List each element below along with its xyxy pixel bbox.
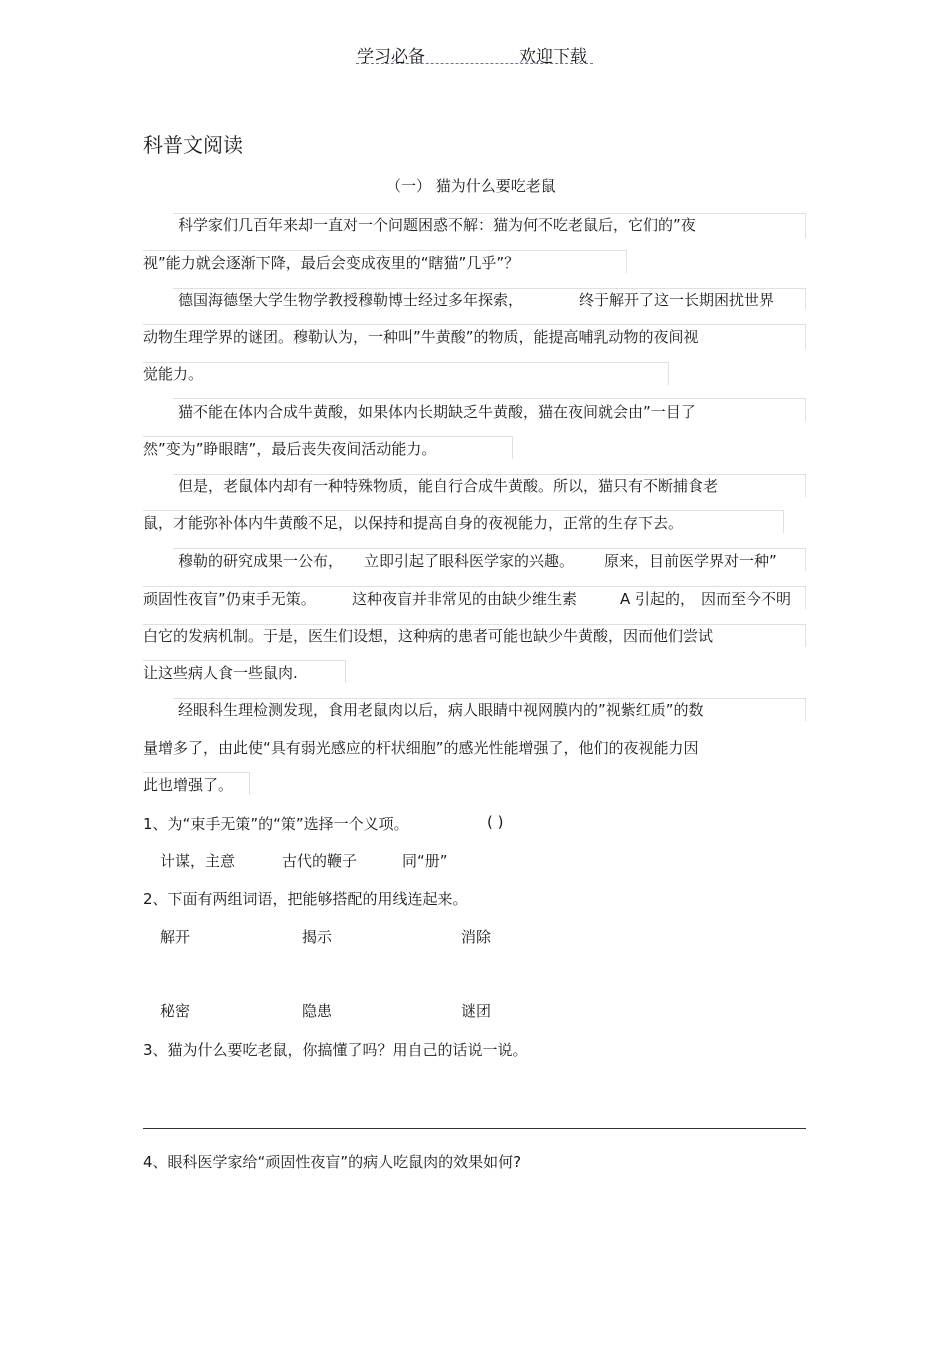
- article-line: 动物生理学界的谜团。穆勒认为，一种叫”牛黄酸”的物质，能提高哺乳动物的夜间视: [143, 328, 699, 346]
- header-left: 学习必备: [357, 47, 425, 67]
- match-word-top: 消除: [461, 928, 492, 946]
- match-word-top: 揭示: [302, 928, 333, 946]
- article-line: A 引起的，: [620, 590, 696, 608]
- question-3: 3、猫为什么要吃老鼠，你搞懂了吗？用自己的话说一说。: [143, 1041, 528, 1059]
- article-line: 觉能力。: [143, 365, 204, 383]
- article-line: 这种夜盲并非常见的由缺少维生素: [352, 590, 578, 608]
- match-word-bottom: 隐患: [302, 1002, 333, 1020]
- article-line: 立即引起了眼科医学家的兴趣。: [364, 552, 575, 570]
- article-line: 但是，老鼠体内却有一种特殊物质，能自行合成牛黄酸。所以，猫只有不断捕食老: [178, 477, 719, 495]
- match-word-top: 解开: [160, 928, 191, 946]
- match-word-bottom: 谜团: [461, 1002, 492, 1020]
- article-subtitle: （一） 猫为什么要吃老鼠: [386, 177, 556, 195]
- option-3: 同“册”: [402, 852, 448, 870]
- article-line: 科学家们几百年来却一直对一个问题困惑不解：猫为何不吃老鼠后，它们的”夜: [178, 216, 696, 234]
- answer-parentheses: ( ): [487, 813, 504, 831]
- article-line: 白它的发病机制。于是，医生们设想，这种病的患者可能也缺少牛黄酸，因而他们尝试: [143, 627, 714, 645]
- article-line: 猫不能在体内合成牛黄酸，如果体内长期缺乏牛黄酸，猫在夜间就会由”一目了: [178, 403, 696, 421]
- article-line: 穆勒的研究成果一公布，: [178, 552, 344, 570]
- article-line: 此也增强了。: [143, 776, 234, 794]
- article-line: 顽固性夜盲”仍束手无策。: [143, 590, 316, 608]
- option-2: 古代的鞭子: [282, 852, 358, 870]
- article-line: 经眼科生理检测发现，食用老鼠肉以后，病人眼睛中视网膜内的”视紫红质”的数: [178, 701, 704, 719]
- question-1: 1、为“束手无策”的“策”选择一个义项。: [143, 815, 409, 833]
- match-word-bottom: 秘密: [160, 1002, 191, 1020]
- article-line: 量增多了，由此使“具有弱光感应的杆状细胞”的感光性能增强了，他们的夜视能力因: [143, 739, 699, 757]
- article-line: 鼠，才能弥补体内牛黄酸不足，以保持和提高自身的夜视能力，正常的生存下去。: [143, 514, 684, 532]
- page-title: 科普文阅读: [143, 133, 243, 157]
- question-2: 2、下面有两组词语，把能够搭配的用线连起来。: [143, 890, 468, 908]
- article-line: 终于解开了这一长期困扰世界: [579, 291, 775, 309]
- article-line: 然”变为”睁眼瞎”，最后丧失夜间活动能力。: [143, 440, 437, 458]
- header-dashed-underline: [356, 63, 593, 64]
- article-line: 让这些病人食一些鼠肉.: [143, 664, 298, 682]
- question-4: 4、眼科医学家给“顽固性夜盲”的病人吃鼠肉的效果如何?: [143, 1153, 522, 1171]
- option-1: 计谋，主意: [160, 852, 236, 870]
- header-right: 欢迎下载: [519, 47, 587, 67]
- line-box: [143, 362, 669, 385]
- article-line: 因而至今不明: [701, 590, 792, 608]
- article-line: 德国海德堡大学生物学教授穆勒博士经过多年探索，: [178, 291, 524, 309]
- article-line: 视”能力就会逐渐下降，最后会变成夜里的“瞎猫”几乎”？: [143, 254, 520, 272]
- answer-line: [143, 1128, 806, 1129]
- article-line: 原来，目前医学界对一种”: [604, 552, 777, 570]
